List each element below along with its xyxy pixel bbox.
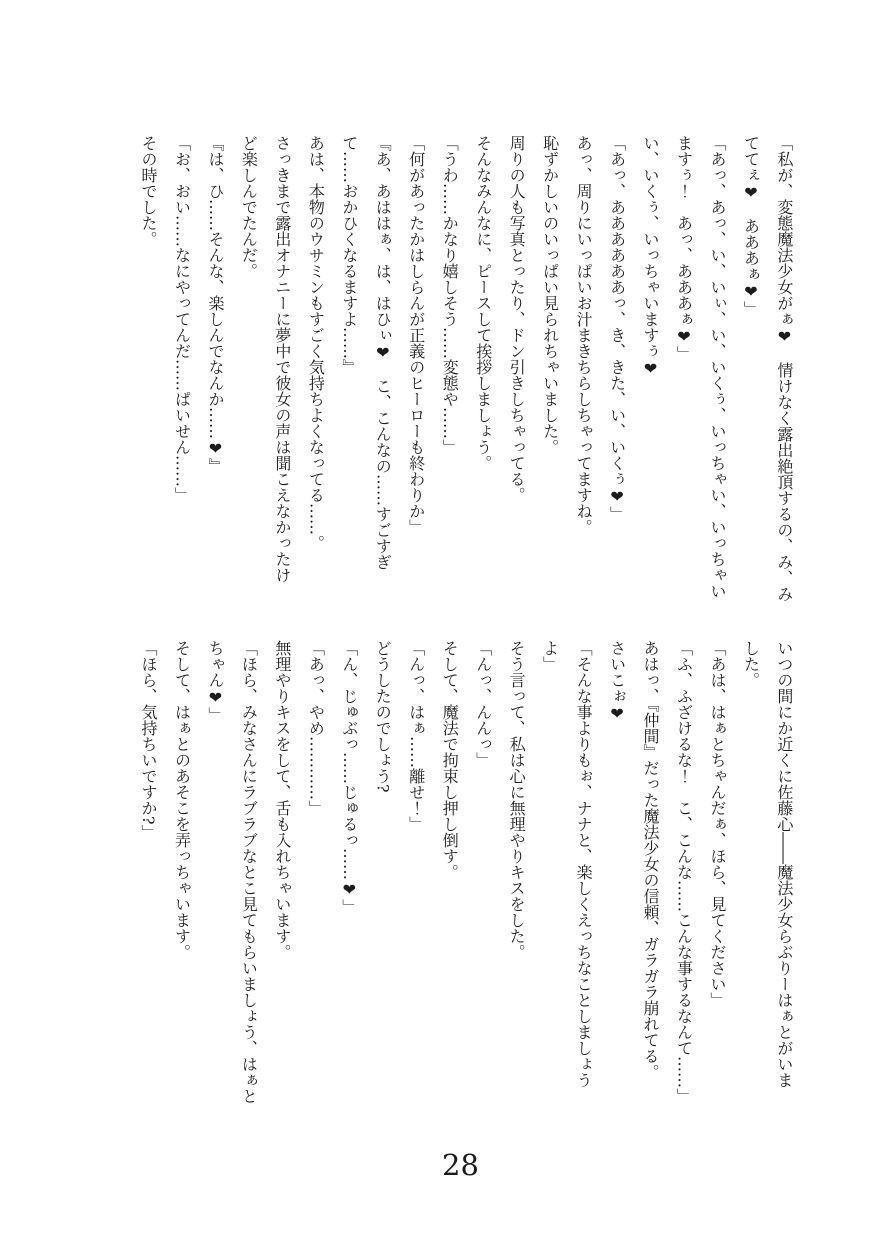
text-column: ますぅ！ あっ、あああぁ❤」 xyxy=(674,135,694,362)
text-column: 「何があったかはしらんが正義のヒーローも終わりか」 xyxy=(406,135,426,535)
text-column: 「ふ、ふざけるな！ こ、こんな……こんな事するなんて……」 xyxy=(674,640,694,1104)
text-column: 「あは、はぁとちゃんだぁ、ほら、見てください」 xyxy=(707,640,727,1008)
text-column: そう言って、私は心に無理やりキスをした。 xyxy=(507,640,527,960)
page-number: 28 xyxy=(442,1148,479,1182)
text-column: 『は、ひ……そんな、楽しんでなんか……❤』 xyxy=(205,135,225,474)
text-column: どうしたのでしょう? xyxy=(373,640,393,793)
text-section-top xyxy=(140,135,792,607)
text-column: 無理やりキスをして、舌も入れちゃいます。 xyxy=(272,640,292,960)
text-column: そして、魔法で拘束し押し倒す。 xyxy=(440,640,460,880)
text-column: そして、はぁとのあそこを弄っちゃいます。 xyxy=(172,640,192,960)
text-column: 「ほら、気持ちいですか?」 xyxy=(139,640,158,841)
text-column: 「あっ、やめ…………」 xyxy=(306,640,326,816)
text-column: 「ほら、みなさんにラブラブなとこ見てもらいましょう、はぁと xyxy=(239,640,259,1104)
text-column: 「そんな事よりもぉ、ナナと、楽しくえっちなことしましょう xyxy=(574,640,594,1088)
text-column: 「んっ、んんっ」 xyxy=(473,640,493,768)
text-column: 「私が、変態魔法少女がぁ❤ 情けなく露出絶頂するの、み、み xyxy=(774,135,794,602)
text-column: その時でした。 xyxy=(139,135,158,247)
text-column: 周りの人も写真とったり、ドン引きしちゃってる。 xyxy=(507,135,527,503)
text-column: あは、本物のウサミンもすごく気持ちよくなってる……。 xyxy=(306,135,326,551)
text-column: 恥ずかしいのいっぱい見られちゃいました。 xyxy=(540,135,560,455)
text-column: さいこぉ❤ xyxy=(607,640,627,723)
text-column: ててぇ❤ あああぁ❤」 xyxy=(741,135,761,317)
text-column: さっきまで露出オナニーに夢中で彼女の声は聞こえなかったけ xyxy=(272,135,292,583)
text-column: 「お、おい……なにやってんだ……ぱいせん……」 xyxy=(172,135,192,503)
text-column: いつの間にか近くに佐藤心――魔法少女らぶりーはぁとがいま xyxy=(774,640,794,1088)
text-column: した。 xyxy=(741,640,761,688)
text-column: 「ん、じゅぶっ……じゅるっ……❤」 xyxy=(339,640,359,915)
text-column: て……おかひくなるますよ……』 xyxy=(339,135,359,375)
text-column: そんなみんなに、ピースして挨拶しましょう。 xyxy=(473,135,493,471)
text-column: ちゃん❤」 xyxy=(205,640,225,723)
text-column: 「あっ、ああああああっ、き、きた、い、いくぅ❤」 xyxy=(607,135,627,522)
text-section-bottom xyxy=(140,640,792,1112)
text-column: あっ、周りにいっぱいお汁まきちらしちゃってますね。 xyxy=(574,135,594,535)
text-column: 「うわ……かなり嬉しそう……変態や……」 xyxy=(440,135,460,455)
text-column: よ」 xyxy=(540,640,560,672)
text-column: 「あっ、あっ、い、いぃ、い、いくぅ、いっちゃい、いっちゃい xyxy=(707,135,727,599)
text-column: あはっ、『仲間』だった魔法少女の信頼、ガラガラ崩れてる。 xyxy=(641,640,661,1080)
text-column: 「んっ、はぁ……離せ！」 xyxy=(406,640,426,832)
text-column: い、いくぅ、いっちゃいますぅ❤ xyxy=(641,135,661,378)
text-column: ど楽しんでたんだ。 xyxy=(239,135,259,279)
text-column: 『あ、あははぁ、は、はひぃ❤ こ、こんなの……すごすぎ xyxy=(373,135,393,570)
